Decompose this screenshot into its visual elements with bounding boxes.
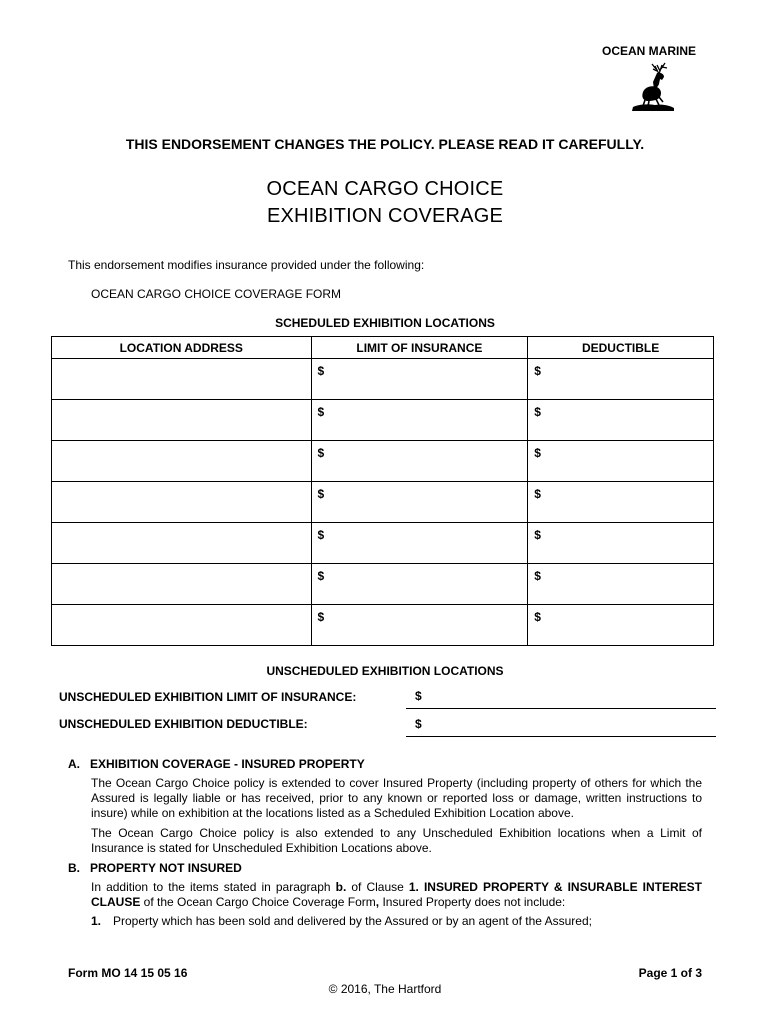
section-a-title: EXHIBITION COVERAGE - INSURED PROPERTY: [90, 757, 365, 771]
table-row: [52, 564, 714, 605]
deductible-cell[interactable]: $: [528, 359, 714, 400]
deductible-cell[interactable]: $: [528, 400, 714, 441]
section-a-paragraph-1: The Ocean Cargo Choice policy is extended to cover Insured Property (including property of others for which the Assured is legally liable or has received, prior to any known or reported loss or damage, written instructions to insure) while on exhibition at the locations listed as a Scheduled Exhibition Location above.: [91, 776, 702, 820]
table-row: [52, 605, 714, 646]
para-text: Insured Property does not include:: [379, 895, 566, 909]
item-text: Property which has been sold and delivered by the Assured or by an agent of the Assured;: [113, 914, 592, 928]
unscheduled-deductible-label: UNSCHEDULED EXHIBITION DEDUCTIBLE:: [59, 717, 308, 731]
document-title-line2: EXHIBITION COVERAGE: [266, 205, 504, 227]
item-number: 1.: [91, 914, 102, 928]
limit-of-insurance-cell[interactable]: $: [311, 359, 528, 400]
location-address-cell[interactable]: [52, 400, 312, 441]
table-row: [52, 482, 714, 523]
table-row: [52, 441, 714, 482]
limit-of-insurance-cell[interactable]: $: [311, 523, 528, 564]
location-address-cell[interactable]: [52, 359, 312, 400]
section-b-heading: [68, 861, 242, 875]
copyright: © 2016, The Hartford: [328, 982, 442, 996]
section-b-title: PROPERTY NOT INSURED: [90, 861, 242, 875]
table-row: [52, 400, 714, 441]
table-row: [52, 523, 714, 564]
scheduled-locations-table: [51, 336, 714, 646]
deductible-cell[interactable]: $: [528, 605, 714, 646]
section-a-heading: [68, 757, 365, 771]
section-a-letter: A.: [68, 757, 80, 771]
intro-text: This endorsement modifies insurance provided under the following:: [68, 258, 425, 272]
limit-of-insurance-cell[interactable]: $: [311, 482, 528, 523]
para-comma: ,: [375, 895, 380, 909]
location-address-cell[interactable]: [52, 482, 312, 523]
stag-logo-icon: [629, 60, 677, 112]
clause-reference: 1. INSURED PROPERTY & INSURABLE INTEREST CLAUSE: [91, 880, 703, 909]
limit-of-insurance-cell[interactable]: $: [311, 605, 528, 646]
column-header-location-address: LOCATION ADDRESS: [52, 337, 312, 359]
deductible-cell[interactable]: $: [528, 564, 714, 605]
limit-of-insurance-cell[interactable]: $: [311, 441, 528, 482]
location-address-cell[interactable]: [52, 523, 312, 564]
section-b-paragraph-1: [91, 880, 702, 910]
header-label: OCEAN MARINE: [601, 44, 696, 58]
location-address-cell[interactable]: [52, 605, 312, 646]
limit-of-insurance-cell[interactable]: $: [311, 564, 528, 605]
location-address-cell[interactable]: [52, 564, 312, 605]
unscheduled-locations-heading: UNSCHEDULED EXHIBITION LOCATIONS: [266, 664, 504, 678]
para-text: In addition to the items stated in paragraph: [91, 880, 336, 894]
column-header-deductible: DEDUCTIBLE: [528, 337, 714, 359]
form-reference: OCEAN CARGO CHOICE COVERAGE FORM: [91, 287, 342, 301]
unscheduled-limit-field[interactable]: $: [406, 689, 716, 709]
unscheduled-limit-label: UNSCHEDULED EXHIBITION LIMIT OF INSURANCE:: [59, 690, 357, 704]
section-b-item-1: [91, 914, 702, 929]
table-header-row: [52, 337, 714, 359]
para-text: of the Ocean Cargo Choice Coverage Form: [140, 895, 376, 909]
deductible-cell[interactable]: $: [528, 523, 714, 564]
unscheduled-deductible-field[interactable]: $: [406, 717, 716, 737]
page-number: Page 1 of 3: [638, 966, 702, 980]
section-a-paragraph-2: The Ocean Cargo Choice policy is also extended to any Unscheduled Exhibition locations when a Limit of Insurance is stated for Unscheduled Exhibition Locations above.: [91, 826, 702, 855]
scheduled-locations-heading: SCHEDULED EXHIBITION LOCATIONS: [275, 316, 495, 330]
location-address-cell[interactable]: [52, 441, 312, 482]
column-header-limit-of-insurance: LIMIT OF INSURANCE: [311, 337, 528, 359]
para-ref-b: b.: [335, 880, 347, 894]
table-row: [52, 359, 714, 400]
endorsement-banner: THIS ENDORSEMENT CHANGES THE POLICY. PLEASE READ IT CAREFULLY.: [125, 136, 645, 152]
form-number: Form MO 14 15 05 16: [68, 966, 188, 980]
deductible-cell[interactable]: $: [528, 482, 714, 523]
section-b-letter: B.: [68, 861, 80, 875]
document-title-line1: OCEAN CARGO CHOICE: [266, 178, 504, 200]
para-text: of Clause: [346, 880, 409, 894]
limit-of-insurance-cell[interactable]: $: [311, 400, 528, 441]
deductible-cell[interactable]: $: [528, 441, 714, 482]
